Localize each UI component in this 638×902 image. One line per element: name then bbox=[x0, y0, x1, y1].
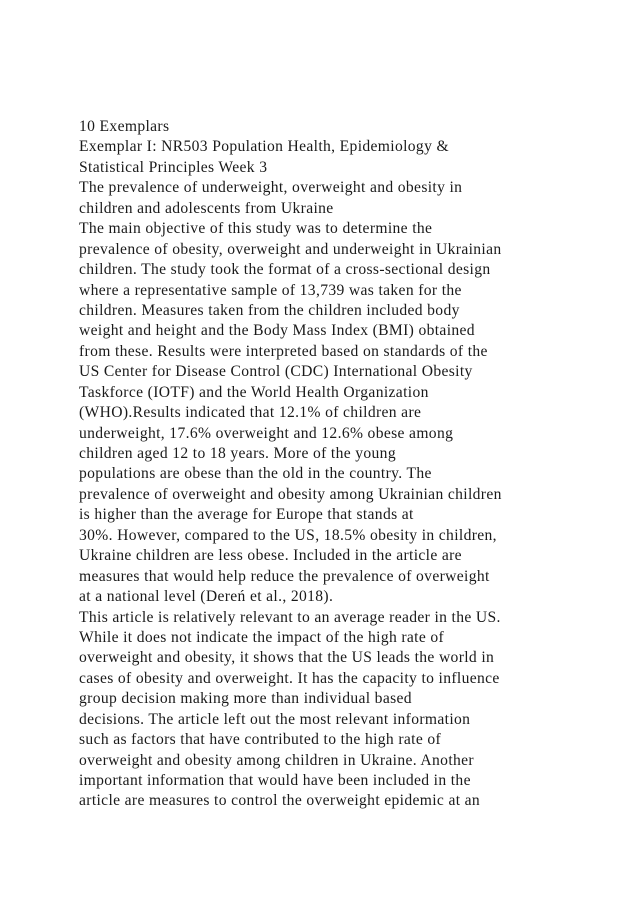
summary-line: US Center for Disease Control (CDC) International Obesity bbox=[79, 363, 473, 381]
critique-line: While it does not indicate the impact of the high rate of bbox=[79, 628, 445, 646]
critique-line: cases of obesity and overweight. It has the capacity to influence bbox=[79, 669, 500, 687]
summary-line: The main objective of this study was to determine the bbox=[79, 220, 433, 238]
critique-line: article are measures to control the overweight epidemic at an bbox=[79, 792, 481, 810]
summary-line: underweight, 17.6% overweight and 12.6% obese among bbox=[79, 424, 454, 442]
critique-line: important information that would have been included in the bbox=[79, 772, 471, 789]
summary-line: from these. Results were interpreted based on standards of the bbox=[79, 342, 488, 360]
summary-line: Taskforce (IOTF) and the World Health Organization bbox=[79, 383, 429, 401]
summary-line: children. Measures taken from the children included body bbox=[79, 301, 460, 319]
summary-line: where a representative sample of 13,739 was taken for the bbox=[79, 281, 462, 299]
article-title-line: children and adolescents from Ukraine bbox=[79, 199, 334, 217]
document-text bbox=[79, 117, 579, 812]
summary-line: children. The study took the format of a cross-sectional design bbox=[79, 261, 491, 279]
critique-line: decisions. The article left out the most relevant information bbox=[79, 710, 471, 728]
critique-line: This article is relatively relevant to an average reader in the US. bbox=[79, 608, 501, 626]
heading-exemplars: 10 Exemplars bbox=[79, 118, 170, 135]
summary-line: children aged 12 to 18 years. More of the young bbox=[79, 445, 396, 462]
summary-line: prevalence of obesity, overweight and underweight in Ukrainian bbox=[79, 240, 502, 258]
summary-line: Ukraine children are less obese. Included in the article are bbox=[79, 547, 462, 565]
summary-line: measures that would help reduce the prevalence of overweight bbox=[79, 567, 490, 585]
critique-line: group decision making more than individual based bbox=[79, 690, 412, 708]
summary-line: is higher than the average for Europe that stands at bbox=[79, 506, 414, 524]
article-title-line: The prevalence of underweight, overweight and obesity in bbox=[79, 179, 463, 197]
exemplar-title-line: Statistical Principles Week 3 bbox=[79, 158, 268, 176]
critique-line: overweight and obesity, it shows that the US leads the world in bbox=[79, 649, 495, 667]
summary-line: populations are obese than the old in the country. The bbox=[79, 465, 432, 483]
summary-line: weight and height and the Body Mass Index (BMI) obtained bbox=[79, 322, 475, 340]
summary-line: at a national level (Dereń et al., 2018). bbox=[79, 588, 334, 606]
summary-line: prevalence of overweight and obesity among Ukrainian children bbox=[79, 485, 502, 503]
critique-line: overweight and obesity among children in Ukraine. Another bbox=[79, 751, 474, 769]
exemplar-title-line: Exemplar I: NR503 Population Health, Epidemiology & bbox=[79, 138, 449, 156]
summary-line: 30%. However, compared to the US, 18.5% obesity in children, bbox=[79, 526, 497, 544]
critique-line: such as factors that have contributed to the high rate of bbox=[79, 731, 442, 749]
summary-line: (WHO).Results indicated that 12.1% of children are bbox=[79, 404, 422, 422]
